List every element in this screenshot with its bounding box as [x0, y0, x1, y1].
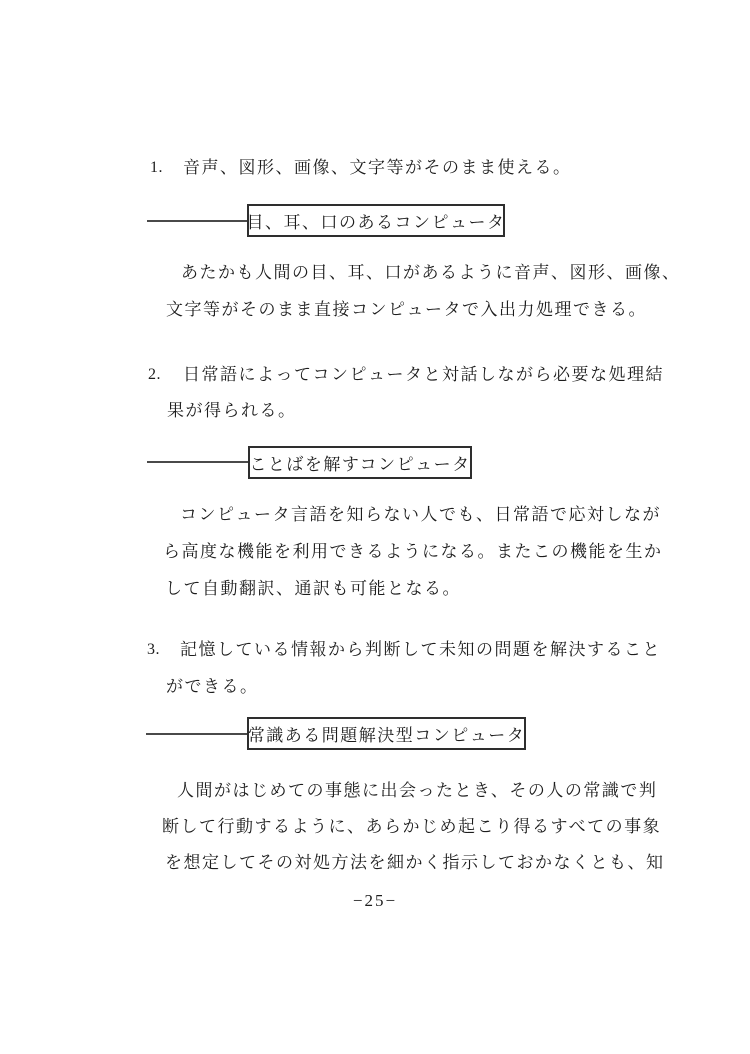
paragraph-line: コンピュータ言語を知らない人でも、日常語で応対しなが — [180, 505, 661, 524]
boxed-heading: ことばを解すコンピュータ — [248, 446, 472, 479]
list-item-statement: 音声、図形、画像、文字等がそのまま使える。 — [183, 158, 572, 177]
paragraph-line: ら高度な機能を利用できるようになる。またこの機能を生か — [163, 542, 663, 561]
boxed-heading: 常識ある問題解決型コンピュータ — [247, 717, 526, 750]
list-item-statement: ができる。 — [166, 677, 259, 696]
list-item-number: 3. — [147, 641, 160, 658]
boxed-heading: 目、耳、口のあるコンピュータ — [247, 204, 505, 237]
leader-line — [147, 461, 248, 463]
list-item-number: 1. — [150, 159, 163, 176]
list-item-statement: 日常語によってコンピュータと対話しながら必要な処理結 — [183, 365, 664, 384]
list-item-number: 2. — [148, 366, 161, 383]
paragraph-line: 断して行動するように、あらかじめ起こり得るすべての事象 — [162, 817, 662, 836]
leader-line — [146, 733, 247, 735]
paragraph-line: して自動翻訳、通訳も可能となる。 — [165, 579, 461, 598]
list-item-statement: 記憶している情報から判断して未知の問題を解決すること — [180, 640, 661, 659]
paragraph-line: を想定してその対処方法を細かく指示しておかなくとも、知 — [165, 853, 665, 872]
page-number: −25− — [352, 891, 398, 910]
paragraph-line: 文字等がそのまま直接コンピュータで入出力処理できる。 — [166, 300, 647, 319]
leader-line — [147, 220, 247, 222]
list-item-statement: 果が得られる。 — [167, 401, 297, 420]
paragraph-line: 人間がはじめての事態に出会ったとき、その人の常識で判 — [177, 781, 658, 800]
paragraph-line: あたかも人間の目、耳、口があるように音声、図形、画像、 — [181, 263, 681, 282]
